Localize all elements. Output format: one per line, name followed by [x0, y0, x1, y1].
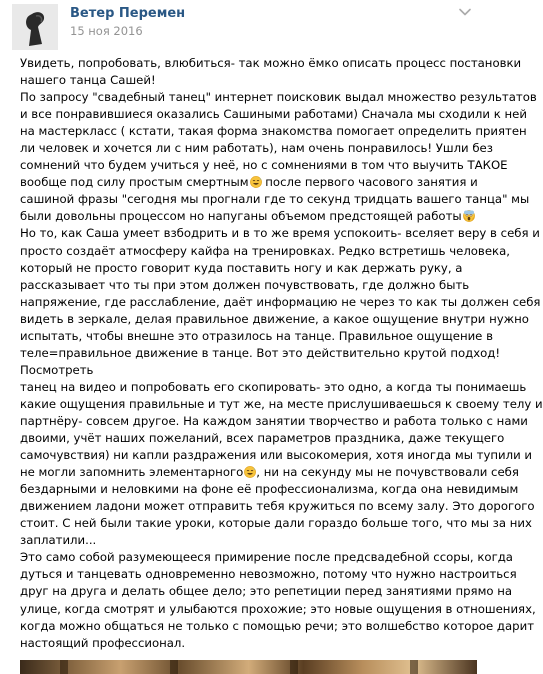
text-line: на мастеркласс ( кстати, такая форма знакомства помогает определить приятен [20, 124, 527, 139]
text-line: движением ладони может отправить тебя кружиться по всему залу. Это дорогого [20, 499, 535, 514]
text-line: испытать, чтобы внешне это отразилось на танце. Правильное ощущение в [20, 328, 493, 343]
text-line: напряжение, где расслабление, даёт информацию не через то как ты должен себя [20, 294, 541, 309]
text-line: теле=правильное движение в танце. Вот это действительно крутой подход! [20, 345, 501, 360]
text-line: и все понравившиеся оказались Сашиными работами) Сначала мы сходили к ней [20, 107, 527, 122]
text-line: двоими, учёт наших пожеланий, всех параметров праздника, даже текущего [20, 431, 505, 446]
text-segment: после первого часового занятия и [261, 175, 478, 190]
text-line: бездарными и неловкими на фоне её профессионализма, когда она невидимым [20, 482, 519, 497]
text-line: танец на видео и попробовать его скопировать- это одно, а когда ты понимаешь [20, 379, 527, 394]
post-text [20, 55, 543, 652]
text-line [20, 174, 484, 191]
text-line: сашиной фразы "сегодня мы прогнали где то секунд тридцать вашего танца" мы [20, 192, 530, 207]
avatar-image [12, 4, 58, 50]
text-segment: не могли запомнить элементарного [20, 465, 244, 480]
text-line: Посмотреть [20, 362, 94, 377]
photo-detail [60, 660, 68, 674]
text-line: сомнений что будем учиться у неё, но с сомнениями в том что выучить ТАКОЕ [20, 158, 508, 173]
text-line [20, 464, 519, 481]
text-line: заплатили... [20, 533, 97, 548]
text-line: стоит. С ней были такие уроки, которые дали гораздо больше того, что мы за них [20, 516, 532, 531]
photo-detail [170, 660, 178, 674]
text-line: Это само собой разумеющееся примирение после предсвадебной ссоры, когда [20, 550, 513, 565]
avatar[interactable] [12, 4, 58, 50]
text-line: улице, когда смотрят и улыбаются прохожие; это новые ощущения в отношениях, [20, 601, 536, 616]
text-segment: были довольны процессом но напуганы объемом предстоящей работы [20, 209, 462, 224]
text-line: Увидеть, попробовать, влюбиться- так можно ёмко описать процесс постановки [20, 56, 522, 70]
text-line: Но то, как Саша умеет взбодрить и в то же время успокоить- вселяет веру в себя и [20, 226, 540, 241]
text-segment: вообще под силу простым смертным [20, 175, 249, 190]
photo-detail [410, 660, 418, 674]
text-line: когда можно общаться не только с помощью речи; это волшебство которое дарит [20, 618, 534, 633]
text-line: нашего танца Сашей! [20, 73, 156, 88]
text-line: самочувствия) ни капли раздражения или высокомерия, хотя иногда мы тупили и [20, 448, 533, 463]
text-line: рассказывает что ты при этом должен почувствовать, где должно быть [20, 277, 470, 292]
text-line [20, 208, 484, 225]
post-author[interactable]: Ветер Перемен [70, 6, 186, 21]
text-line: ли человек и хочется ли с ним работать), нам очень понравилось! Ушли без [20, 141, 493, 156]
chevron-down-icon[interactable] [457, 4, 473, 20]
text-line: какие ощущения правильные и тут же, на месте прислушиваешься к своему телу и [20, 396, 543, 411]
grinning-sweat-emoji-icon [250, 176, 262, 188]
text-line: партнёру- совсем другое. На каждом занятии творчество и работа только с нами [20, 413, 528, 428]
photo-detail [290, 660, 298, 674]
text-line: По запросу "свадебный танец" интернет поисковик выдал множество результатов [20, 90, 537, 105]
post-date[interactable]: 15 ноя 2016 [70, 24, 143, 38]
text-line: просто создаёт атмосферу кайфа на тренировках. Редко встретишь человека, [20, 243, 510, 258]
screaming-face-emoji-icon [463, 210, 475, 222]
grinning-sweat-emoji-icon [244, 466, 256, 478]
text-line: друг на друга и делать общее дело; это репетиции перед занятиями прямо на [20, 584, 513, 599]
post-photo[interactable] [20, 660, 477, 674]
text-segment: , ни на секунду мы не почувствовали себя [256, 465, 519, 480]
text-line: видеть в зеркале, делая правильное движение, а какое ощущение внутри нужно [20, 311, 529, 326]
text-line: дуться и танцевать одновременно невозможно, потому что нужно настроиться [20, 567, 517, 582]
text-line: настоящий профессионал. [20, 635, 186, 650]
text-line: который не просто говорит куда поставить ногу и как держать руку, а [20, 260, 463, 275]
